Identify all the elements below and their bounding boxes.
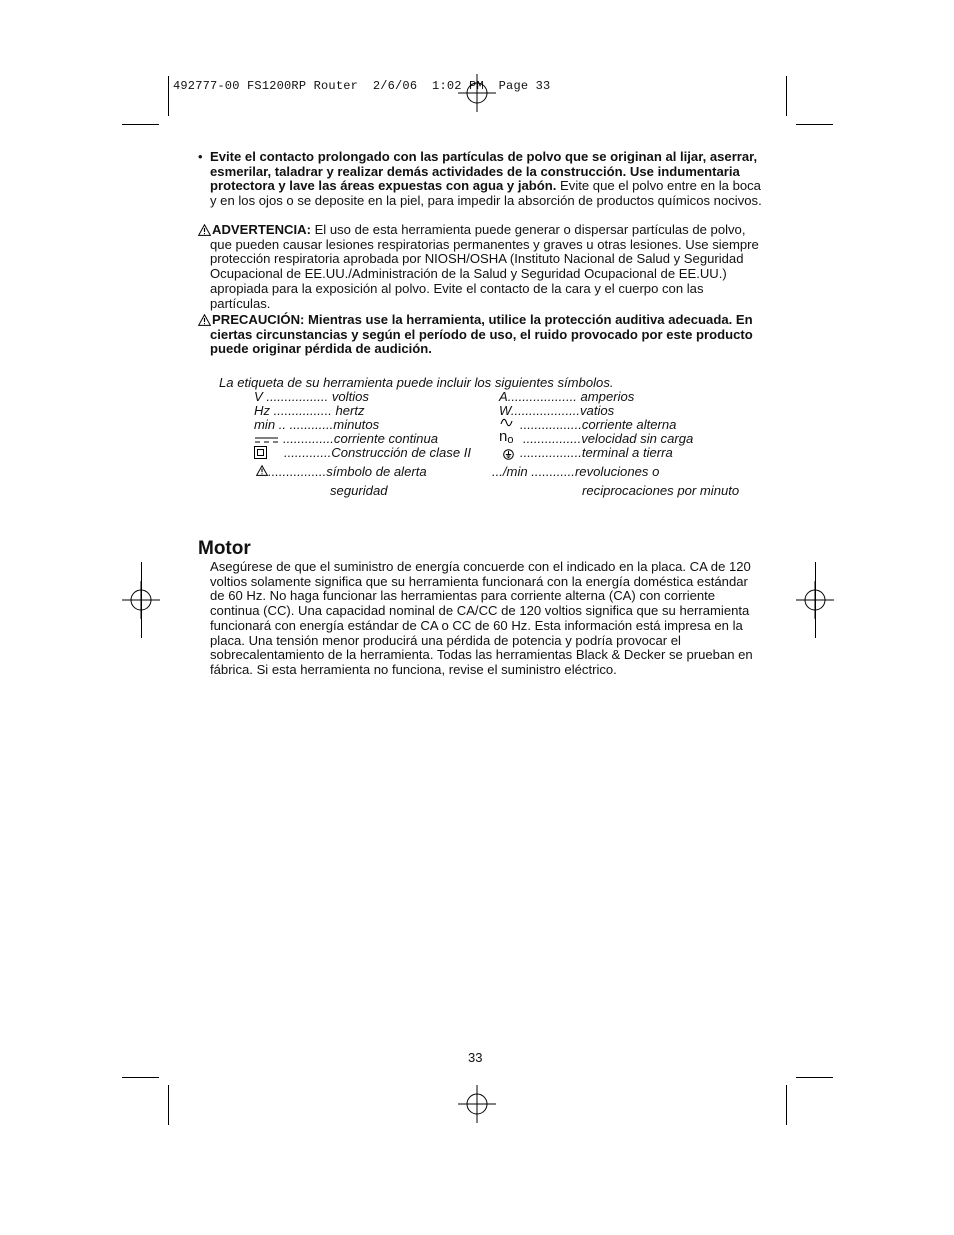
symbol-watts: W...................vatios — [499, 403, 615, 418]
crop-mark — [786, 1085, 787, 1125]
direct-current-icon — [255, 436, 278, 444]
crop-mark — [122, 1077, 159, 1078]
caution-text: PRECAUCIÓN: Mientras use la herramienta, utilice la protección auditiva adecuada. En ciertas circunstancias y según el período de uso, el ruido provocado por este producto puede originar pérdida de audición. — [210, 312, 753, 357]
symbols-intro: La etiqueta de su herramienta puede incluir los siguientes símbolos. — [219, 375, 614, 390]
crop-mark — [796, 1077, 833, 1078]
symbol-volts: V ................. voltios — [254, 389, 369, 404]
symbol-class-ii: .............Construcción de clase II — [284, 445, 472, 460]
symbol-alternating-current: .................corriente alterna — [520, 417, 677, 432]
symbol-safety-alert-line2: seguridad — [330, 483, 388, 498]
crop-mark — [122, 124, 159, 125]
registration-mark-icon — [458, 1085, 496, 1123]
safety-alert-icon — [256, 465, 268, 476]
crop-mark — [141, 562, 142, 638]
dust-contact-bold: Evite el contacto prolongado con las partículas de polvo que se originan al lijar, aserrar, esmerilar, taladrar y realizar demás actividades de la construcción. Use indumentaria protectora y lave las áreas expuestas con agua y jabón. — [210, 149, 758, 194]
no-load-glyph: n — [499, 428, 508, 445]
symbol-per-minute-line2: reciprocaciones por minuto — [582, 483, 740, 498]
bullet-point: • — [198, 149, 203, 164]
symbol-amperes: A................... amperios — [499, 389, 635, 404]
symbol-hertz: Hz ................ hertz — [254, 403, 365, 418]
crop-mark — [168, 1085, 169, 1125]
symbol-earth-terminal: .................terminal a tierra — [520, 445, 673, 460]
caution-paragraph — [210, 313, 762, 357]
earth-terminal-icon — [503, 449, 514, 460]
crop-mark — [815, 562, 816, 638]
print-slug: 492777-00 FS1200RP Router 2/6/06 1:02 PM Page 33 — [173, 79, 551, 93]
crop-mark — [796, 124, 833, 125]
page-number: 33 — [468, 1050, 483, 1065]
symbol-direct-current: ..............corriente continua — [283, 431, 439, 446]
warning-paragraph — [210, 223, 762, 311]
crop-mark — [786, 76, 787, 116]
motor-paragraph: Asegúrese de que el suministro de energía concuerde con el indicado en la placa. CA de 120 voltios solamente significa que su herramienta funcionará con la energía doméstica estándar de 60 Hz. No haga funcionar las herramientas para corriente alterna (CA) con corriente continua (CC). Una capacidad nominal de CA/CC de 120 voltios significa que su herramienta funcionará con energía estándar de CA o CC de 60 Hz. Esta información está impresa en la placa. Una tensión menor producirá una pérdida de potencia y podría provocar el sobrecalentamiento de la herramienta. Todas las herramientas Black & Decker se prueban en fábrica. Si esta herramienta no funciona, revise el suministro eléctrico. — [210, 559, 753, 677]
dust-contact-text: Evite que el polvo entre en la boca y en los ojos o se deposite en la piel, para impedir la absorción de productos químicos nocivos. — [210, 178, 762, 209]
no-load-subscript: o — [507, 434, 514, 446]
registration-mark-icon — [458, 74, 496, 112]
crop-mark — [168, 76, 169, 116]
no-load-speed-icon — [499, 430, 513, 447]
alternating-current-icon — [500, 418, 513, 427]
warning-label: ADVERTENCIA: — [212, 222, 311, 237]
symbol-safety-alert: ................símbolo de alerta — [268, 464, 427, 479]
symbol-no-load-speed: ................velocidad sin carga — [523, 431, 694, 446]
dust-contact-paragraph — [210, 150, 762, 209]
symbol-minutes: min .. ............minutos — [254, 417, 380, 432]
warning-text: El uso de esta herramienta puede generar o dispersar partículas de polvo, que pueden causar lesiones respiratorias permanentes y graves u otras lesiones. Use siempre protección respiratoria aprobada por NIOSH/OSHA (Instituto Nacional de Salud y Seguridad Ocupacional de EE.UU./Administración de la Salud y Seguridad Ocupacional de EE.UU.) apropiada para la exposición al polvo. Evite el contacto de la cara y el cuerpo con las partículas. — [210, 222, 759, 311]
motor-heading: Motor — [198, 538, 251, 559]
symbol-per-minute: .../min ............revoluciones o — [492, 464, 660, 479]
class-ii-construction-icon — [254, 446, 267, 459]
